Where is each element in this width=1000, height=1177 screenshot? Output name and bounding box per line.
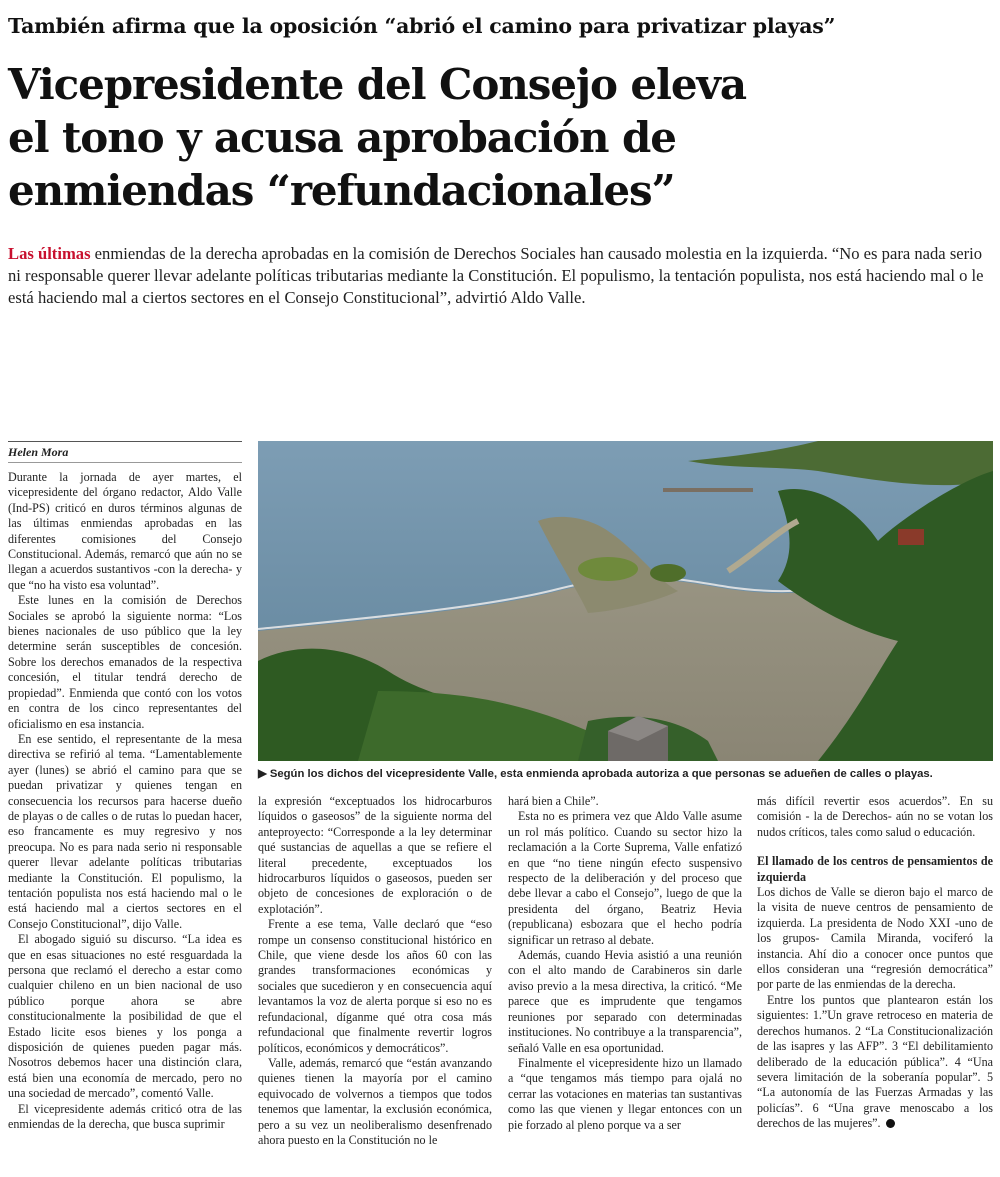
headline — [8, 58, 993, 217]
column-1 — [8, 470, 242, 1132]
subheading: El llamado de los centros de pensamientos de izquierda — [757, 854, 993, 884]
end-of-article-icon — [886, 1119, 895, 1128]
column-3 — [508, 794, 742, 1133]
paragraph: Valle, además, remarcó que “están avanzando quienes tienen la mayoría por el camino equivocado de volvernos a tiempos que todos tenemos que lamentar, la exclusión económica, pero a su vez un neoliberalismo desenfrenado ahora puesto en la Constitución no le — [258, 1055, 492, 1147]
caption-text: Según los dichos del vicepresidente Valle, esta enmienda aprobada autoriza a que personas se adueñen de calles o playas. — [269, 768, 933, 780]
headline-line: el tono y acusa aprobación de — [8, 113, 676, 162]
paragraph: El abogado siguió su discurso. “La idea es que en esas situaciones no esté resguardada la persona que reclamó el derecho a estar como cualquier chileno en un bien nacional de uso público porque ahora se abre constitucionalmente la posibilidad de que el Estado licite esos bienes y los ponga a disposición de quienes pueden pagar más. Nosotros debemos hacer una distinción clara, está bien una economía de mercado, pero no una sociedad de mercado”, comentó Valle. — [8, 932, 242, 1101]
lead-text: enmiendas de la derecha aprobadas en la comisión de Derechos Sociales han causado molestia en la izquierda. “No es para nada serio ni responsable querer llevar adelante políticas tributarias mediante la Constitución. El populismo, la tentación populista, nos está haciendo mal o le está haciendo mal a ciertos sectores en el Consejo Constitucional”, advirtió Aldo Valle. — [8, 244, 984, 307]
paragraph: Este lunes en la comisión de Derechos Sociales se aprobó la siguiente norma: “Los bienes nacionales de uso público que la ley determine serán susceptibles de concesión. Sobre los derechos emanados de la respectiva concesión, el titular tendrá derecho de propiedad”. Enmienda que contó con los votos en contra de los cinco representantes del oficialismo en esa instancia. — [8, 593, 242, 731]
paragraph: la expresión “exceptuados los hidrocarburos líquidos o gaseosos” de la siguiente norma del anteproyecto: “Corresponde a la ley determinar qué sustancias de aquellas a que se refiere el literal precedente, exceptuados los hidrocarburos líquidos o gaseosos, pueden ser objeto de concesiones de exploración o de explotación”. — [258, 794, 492, 916]
paragraph: hará bien a Chile”. — [508, 794, 599, 808]
column-2 — [258, 794, 492, 1148]
paragraph: Además, cuando Hevia asistió a una reunión con el alto mando de Carabineros sin darle aviso previo a la mesa directiva, la criticó. “Me parece que es imprudente que tengamos reuniones por separado con determinadas instituciones. No contribuye a la transparencia”, señaló Valle en esa oportunidad. — [508, 948, 742, 1055]
paragraph: Los dichos de Valle se dieron bajo el marco de la visita de nueve centros de pensamiento de izquierda. La presidenta de Nodo XXI -uno de los grupos- Camila Miranda, vociferó la instancia. Ahí dio a conocer once puntos que ellos consideran una “regresión democrática” por parte de las enmiendas de la derecha. — [757, 885, 993, 992]
paragraph: Esta no es primera vez que Aldo Valle asume un rol más político. Cuando su sector hizo la reclamación a la Corte Suprema, Valle enfatizó en que “no tiene ningún efecto suspensivo respecto de la deliberación y del proceso que debe llevar a cabo el Consejo”, luego de que la presidenta del órgano, Beatriz Hevia (republicana) esbozara que el hecho podría significar un retraso al debate. — [508, 809, 742, 947]
paragraph: Durante la jornada de ayer martes, el vicepresidente del órgano redactor, Aldo Valle (Ind-PS) criticó en duros términos algunas de las últimas enmiendas aprobadas en las diferentes comisiones del Consejo Constitucional. Además, remarcó que aún no se llegan a acuerdos sustantivos -con la derecha- y que “no ha visto esa voluntad”. — [8, 470, 242, 592]
paragraph: El vicepresidente además criticó otra de las enmiendas de la derecha, que busca suprimir — [8, 1101, 242, 1132]
column-4 — [757, 794, 993, 1132]
coastline-photo — [258, 441, 993, 761]
byline-rule — [8, 462, 242, 463]
paragraph: más difícil revertir esos acuerdos”. En su comisión - la de Derechos- aún no se votan los nudos críticos, tales como salud o educación. — [757, 794, 993, 839]
paragraph: Finalmente el vicepresidente hizo un llamado a “que tengamos más tiempo para ojalá no cerrar las votaciones en materias tan sustantivas como las que vienen y llegar entonces con un pie forzado al pleno porque va a ser — [508, 1055, 742, 1132]
photo-caption: ▶ Según los dichos del vicepresidente Valle, esta enmienda aprobada autoriza a que personas se adueñen de calles o playas. — [258, 768, 933, 780]
headline-line: Vicepresidente del Consejo eleva — [8, 60, 746, 109]
byline-rule — [8, 441, 242, 442]
paragraph-text: Entre los puntos que plantearon están los siguientes: 1.”Un grave retroceso en materia de derechos humanos. 2 “La Constitucionalización de las isapres y las AFP”. 3 “El debilitamiento deliberado de la educación pública”. 4 “Una severa limitación de la soberanía popular”. 5 “La autonomía de las Fuerzas Armadas y las policías”. 6 “Una grave menoscabo a los derechos de las mujeres”. — [757, 992, 993, 1131]
paragraph: Frente a ese tema, Valle declaró que “eso rompe un consenso constitucional histórico en Chile, que viene desde los años 60 con las grandes transformaciones económicas y sociales que sucedieron y en consecuencia aquí levantamos la voz de alerta porque si eso no es refundacional, díganme qué otra cosa más refundacional que finalmente revertir logros políticos, económicos y democráticos”. — [258, 917, 492, 1055]
lead-highlight: Las últimas — [8, 244, 91, 263]
paragraph — [757, 993, 993, 1132]
lead-paragraph — [8, 243, 993, 309]
headline-line: enmiendas “refundacionales” — [8, 166, 675, 215]
kicker: También afirma que la oposición “abrió el camino para privatizar playas” — [8, 14, 836, 38]
paragraph: En ese sentido, el representante de la mesa directiva se refirió al tema. “Lamentablemente ayer (lunes) se abrió el camino para que se puedan privatizar y quienes tengan en consecuencia los recursos para hacerse dueño de playas o de calles o de rutas lo puedan hacer, eso francamente es muy regresivo y nos preocupa. No es para nada serio ni responsable querer llevar adelante políticas tributarias mediante la Constitución. El populismo, la tentación populista nos está haciendo mal o le está haciendo mal a ciertos sectores en el Consejo Constitucional”, dijo Valle. — [8, 731, 242, 931]
byline: Helen Mora — [8, 445, 69, 459]
